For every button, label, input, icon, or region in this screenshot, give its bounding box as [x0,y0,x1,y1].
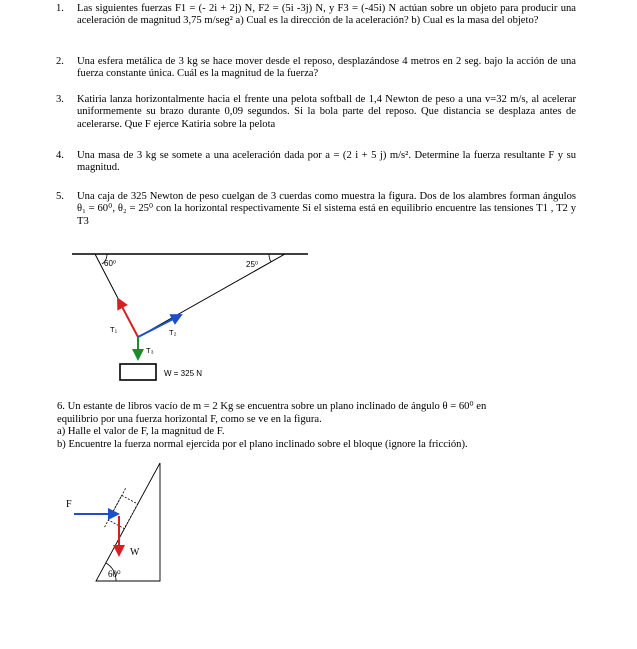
angle-label-left: 60⁰ [104,259,117,268]
angle-label-right: 25⁰ [246,260,259,269]
problem-3 [56,94,576,131]
t1-label: T₁ [110,325,118,334]
problem-6-line: b) Encuentre la fuerza normal ejercida por el plano inclinado sobre el bloque (ignore la fricción). [57,438,468,450]
problem-5 [56,191,576,228]
problem-6-line: a) Halle el valor de F, la magnitud de F. [57,426,225,438]
problem-6-line: 6. Un estante de libros vacío de m = 2 Kg se encuentra sobre un plano inclinado de ángulo θ = 60⁰ en [57,401,487,412]
force-label: F [66,499,72,510]
angle-arc-right [269,254,271,262]
problem-number: 3. [56,94,64,105]
problem-1 [56,3,576,28]
rope-right [138,254,285,337]
problem-text: Las siguientes fuerzas F1 = (- 2i + 2j) N, F2 = (5i -3j) N, y F3 = (-45i) N actúan sobre un objeto para producir una aceleración de magnitud 3,75 m/seg² a) Cual es la dirección de la aceleración? b) Cual es la masa del objeto? [77,3,576,27]
problem-text: Una caja de 325 Newton de peso cuelgan de 3 cuerdas como muestra la figura. Dos de los alambres forman ángulos θ₁ = 60⁰, θ₂ = 25⁰ con la horizontal respectivamente Si el sistema está en equilibrio encuentre las tensiones T1 , T2 y T3 [77,191,576,227]
weight-label: W [130,547,140,558]
problem-4 [56,150,576,175]
incline-triangle [96,463,160,581]
hanging-box [120,364,156,380]
tension-figure [60,245,320,385]
problem-number: 1. [56,3,64,14]
problem-number: 2. [56,56,64,67]
weight-label: W = 325 N [164,369,203,378]
problem-2 [56,56,576,81]
problem-number: 5. [56,191,64,202]
incline-figure [60,455,180,587]
problem-text: Una masa de 3 kg se somete a una aceleración dada por a = (2 i + 5 j) m/s². Determine la fuerza resultante F y su magnitud. [77,150,576,174]
problem-6 [57,401,577,451]
problem-6-line: equilibrio por una fuerza horizontal F, como se ve en la figura. [57,413,322,425]
problem-text: Una esfera metálica de 3 kg se hace mover desde el reposo, desplazándose 4 metros en 2 seg. bajo la acción de una fuerza constante única. Cuál es la magnitud de la fuerza? [77,56,576,80]
t2-label: T₂ [169,328,177,337]
t1-vector [118,299,138,337]
problem-number: 4. [56,150,64,161]
t3-label: T₃ [146,346,154,355]
problem-text: Katiria lanza horizontalmente hacia el frente una pelota softball de 1,4 Newton de peso a una v=32 m/s, al acelerar uniformemente su brazo durante 0,09 segundos. Si la bola parte del reposo. Que distancia se desplaza antes de acelerarse. Que F ejerce Katiria sobre la pelota [77,94,576,130]
angle-label: 60⁰ [108,569,121,579]
